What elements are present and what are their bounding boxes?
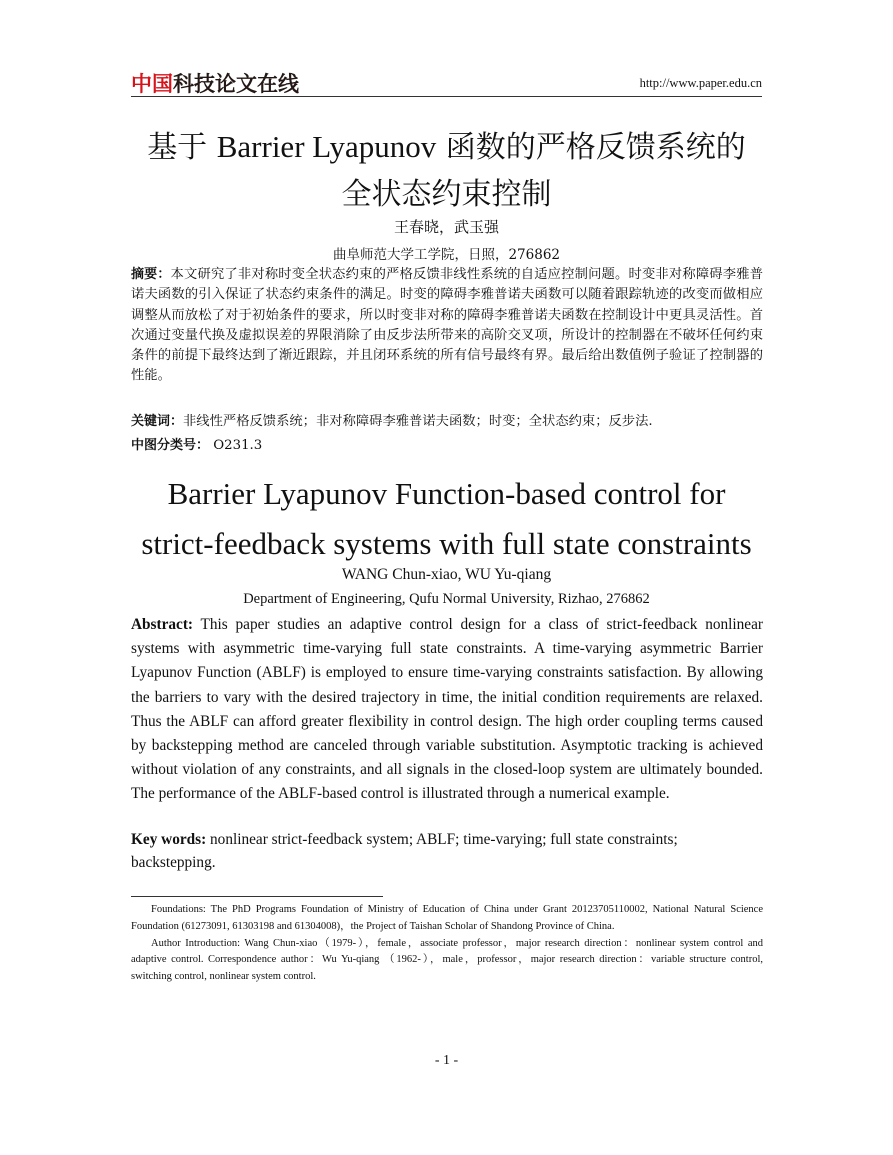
english-abstract-text: This paper studies an adaptive control design for a class of strict-feedback nonlinear systems with asymmetric time-varying full state constraints. A time-varying asymmetric Barrier Lyapunov Function (ABLF) is employed to ensure time-varying constraints satisfaction. By allowing the barriers to vary with the desired trajectory in time, the initial condition requirements are relaxed. Thus the ABLF can afford greater flexibility in control design. The high order coupling terms caused by backstepping method are canceled through variable substitution. Asymptotic tracking is achieved without violation of any constraints, and all signals in the closed-loop system are ultimately bounded. The performance of the ABLF-based control is illustrated through a numerical example. <box>131 616 763 803</box>
english-keywords-label: Key words: <box>131 831 207 848</box>
english-authors: WANG Chun-xiao, WU Yu-qiang <box>341 566 552 583</box>
chinese-keywords-text: 非线性严格反馈系统；非对称障碍李雅普诺夫函数；时变；全状态约束；反步法. <box>183 414 653 429</box>
chinese-keywords <box>131 410 763 429</box>
chinese-abstract <box>131 265 763 387</box>
english-abstract <box>131 613 763 807</box>
chinese-abstract-label: 摘要： <box>131 267 171 282</box>
footnote-author-intro: Author Introduction: Wang Chun-xiao（1979-），female，associate professor，major research direction：nonlinear system control and adaptive control. Correspondence author：Wu Yu-qiang （1962-），male，professor，major research direction：variable structure control, switching control, nonlinear system control. <box>131 937 763 983</box>
chinese-title-latin: Barrier Lyapunov <box>216 129 437 164</box>
chinese-authors: 王春晓，武玉强 <box>393 218 499 236</box>
classification-code: O231.3 <box>213 438 263 453</box>
english-keywords-text: nonlinear strict-feedback system; ABLF; time-varying; full state constraints; backstepping. <box>131 831 678 871</box>
page-number: - 1 - <box>434 1053 459 1068</box>
site-logo <box>131 68 299 98</box>
logo-red-text: 中国 <box>131 72 173 96</box>
english-keywords <box>131 829 763 874</box>
classification-label: 中图分类号： <box>131 438 210 453</box>
logo-dark-text: 科技论文在线 <box>173 72 299 96</box>
english-abstract-label: Abstract: <box>131 616 194 633</box>
chinese-title-line-2: 全状态约束控制 <box>341 177 552 212</box>
chinese-classification <box>131 434 763 453</box>
chinese-abstract-text: 本文研究了非对称时变全状态约束的严格反馈非线性系统的自适应控制问题。时变非对称障碍李雅普诺夫函数的引入保证了状态约束条件的满足。时变的障碍李雅普诺夫函数可以随着跟踪轨迹的改变而做相应调整从而放松了对于初始条件的要求，所以时变非对称的障碍李雅普诺夫函数在控制设计中更具灵活性。首次通过变量代换及虚拟误差的界限消除了由反步法所带来的高阶交叉项，所设计的控制器在不破坏任何约束条件的前提下最终达到了渐近跟踪，并且闭环系统的所有信号最终有界。最后给出数值例子验证了控制器的性能。 <box>131 267 763 384</box>
english-title-line-1: Barrier Lyapunov Function-based control for <box>167 476 726 511</box>
footnotes <box>131 902 763 986</box>
footnote-divider <box>131 896 383 897</box>
header-url[interactable]: http://www.paper.edu.cn <box>639 76 762 90</box>
chinese-title-line-1 <box>0 125 893 170</box>
chinese-title-suffix: 函数的严格反馈系统的 <box>436 130 746 165</box>
english-affiliation: Department of Engineering, Qufu Normal University, Rizhao, 276862 <box>243 591 650 607</box>
page-header <box>131 66 762 97</box>
footnote-foundations: Foundations: The PhD Programs Foundation of Ministry of Education of China under Grant 20123705110002, National Natural Science Foundation (61273091, 61303198 and 61304008)，the Project of Taishan Scholar of Shandong Province of China. <box>131 904 763 932</box>
chinese-title-prefix: 基于 <box>147 130 217 165</box>
chinese-affiliation: 曲阜师范大学工学院，日照，276862 <box>332 247 561 263</box>
chinese-keywords-label: 关键词： <box>131 414 184 429</box>
english-title-line-2: strict-feedback systems with full state constraints <box>141 526 752 561</box>
